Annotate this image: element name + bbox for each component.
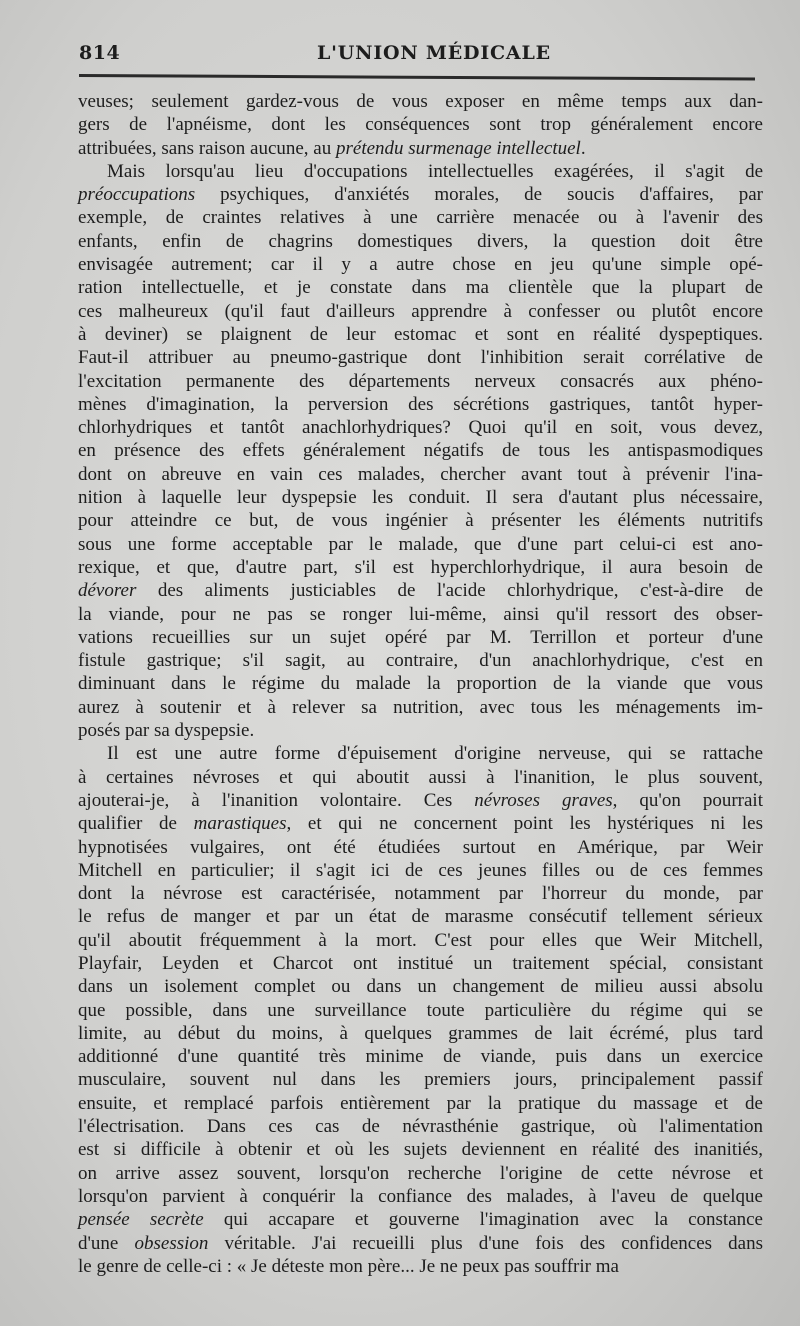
text-line: dans un isolement complet ou dans un changement de milieu aussi absolu [78,976,763,998]
paragraph [78,160,763,742]
text-line: ration intellectuelle, et je constate dans ma clientèle que la plupart de [78,277,763,299]
text-line: ensuite, et remplacé parfois entièrement par la pratique du massage et de [78,1092,763,1114]
text-line: Il est une autre forme d'épuisement d'origine nerveuse, qui se rattache [107,743,763,765]
text-line: d'une obsession véritable. J'ai recueilli plus d'une fois des confidences dans [78,1232,764,1254]
text-line: rexique, et que, d'autre part, s'il est hyperchlorhydrique, il aura besoin de [78,556,763,578]
text-line: que possible, dans une surveillance toute particulière du régime qui se [78,999,763,1021]
text-line: exemple, de craintes relatives à une carrière menacée ou à l'avenir des [78,207,763,229]
text-line: préoccupations psychiques, d'anxiétés morales, de soucis d'affaires, par [78,184,763,206]
page-number: 814 [79,42,121,64]
paragraph [78,742,763,1278]
text-line: qualifier de marastiques, et qui ne concernent point les hystériques ni les [78,813,763,835]
text-line: le genre de celle-ci : « Je déteste mon père... Je ne peux pas souffrir ma [78,1255,619,1277]
text-line: sous une forme acceptable par le malade, que d'une part celui-ci est ano- [78,533,763,555]
text-line: vations recueillies sur un sujet opéré par M. Terrillon et porteur d'une [78,626,763,648]
text-line: on arrive assez souvent, lorsqu'on recherche l'origine de cette névrose et [78,1162,763,1184]
text-line: le refus de manger et par un état de marasme consécutif tellement sérieux [78,906,763,928]
text-line: envisagée autrement; car il y a autre chose en jeu qu'une simple opé- [78,254,763,276]
text-line: limite, au début du moins, à quelques grammes de lait écrémé, plus tard [78,1022,763,1044]
text-line: nition à laquelle leur dyspepsie les conduit. Il sera d'autant plus nécessaire, [78,487,763,509]
text-line: posés par sa dyspepsie. [78,720,255,742]
text-line: fistule gastrique; s'il sagit, au contraire, d'un anachlorhydrique, c'est en [78,650,763,672]
text-line: hypnotisées vulgaires, ont été étudiées surtout en Amérique, par Weir [78,836,763,858]
text-line: à deviner) se plaignent de leur estomac et sont en réalité dyspeptiques. [78,323,763,345]
text-line: l'électrisation. Dans ces cas de névrasthénie gastrique, où l'alimentation [78,1116,763,1138]
text-line: chlorhydriques et tantôt anachlorhydriques? Quoi qu'il en soit, vous devez, [78,417,763,439]
text-line: enfants, enfin de chagrins domestiques divers, la question doit être [78,230,763,252]
page-header [79,38,755,72]
text-line: pour atteindre ce but, de vous ingénier à présenter les éléments nutritifs [78,510,763,532]
text-line: Mitchell en particulier; il s'agit ici de ces jeunes filles ou de ces femmes [78,859,763,881]
text-line: en présence des effets généralement négatifs de tous les antispasmodiques [78,440,763,462]
text-line: à certaines névroses et qui aboutit aussi à l'inanition, le plus souvent, [78,766,763,788]
text-line: mènes d'imagination, la perversion des sécrétions gastriques, tantôt hyper- [78,393,763,415]
text-line: qu'il aboutit fréquemment à la mort. C'est pour elles que Weir Mitchell, [78,929,763,951]
text-line: pensée secrète qui accapare et gouverne l'imagination avec la constance [78,1209,763,1231]
text-line: ajouterai-je, à l'inanition volontaire. Ces névroses graves, qu'on pourrait [78,789,763,811]
text-line: l'excitation permanente des départements nerveux consacrés aux phéno- [78,370,763,392]
text-line: Mais lorsqu'au lieu d'occupations intellectuelles exagérées, il s'agit de [107,160,763,182]
text-line: Faut-il attribuer au pneumo-gastrique dont l'inhibition serait corrélative de [78,347,763,369]
text-line: veuses; seulement gardez-vous de vous exposer en même temps aux dan- [78,91,763,112]
text-line: est si difficile à obtenir et où les sujets deviennent en réalité des inanitiés, [78,1139,763,1161]
header-rule [79,74,755,81]
text-line: diminuant dans le régime du malade la proportion de la viande que vous [78,673,763,695]
text-line: lorsqu'on parvient à conquérir la confiance des malades, à l'aveu de quelque [78,1185,763,1207]
text-line: dont on abreuve en vain ces malades, chercher avant tout à prévenir l'ina- [78,463,763,485]
text-line: dont la névrose est caractérisée, notamment par l'horreur du monde, par [78,883,763,905]
text-line: la viande, pour ne pas se ronger lui-même, ainsi qu'il ressort des obser- [78,603,763,625]
body-text [78,90,763,1278]
text-line: Playfair, Leyden et Charcot ont institué un traitement spécial, consistant [78,952,763,974]
text-line: gers de l'apnéisme, dont les conséquences sont trop généralement encore [78,114,763,136]
text-line: additionné d'une quantité très minime de viande, puis dans un exercice [78,1046,763,1068]
running-title: L'UNION MÉDICALE [317,42,551,64]
text-line: aurez à soutenir et à relever sa nutrition, avec tous les ménagements im- [78,696,763,718]
text-line: musculaire, souvent nul dans les premiers jours, principalement passif [78,1069,763,1091]
text-line: dévorer des aliments justiciables de l'acide chlorhydrique, c'est-à-dire de [78,580,763,602]
paragraph [78,90,763,160]
text-line: attribuées, sans raison aucune, au prétendu surmenage intellectuel. [78,137,586,159]
text-line: ces malheureux (qu'il faut d'ailleurs apprendre à confesser ou plutôt encore [78,300,763,322]
